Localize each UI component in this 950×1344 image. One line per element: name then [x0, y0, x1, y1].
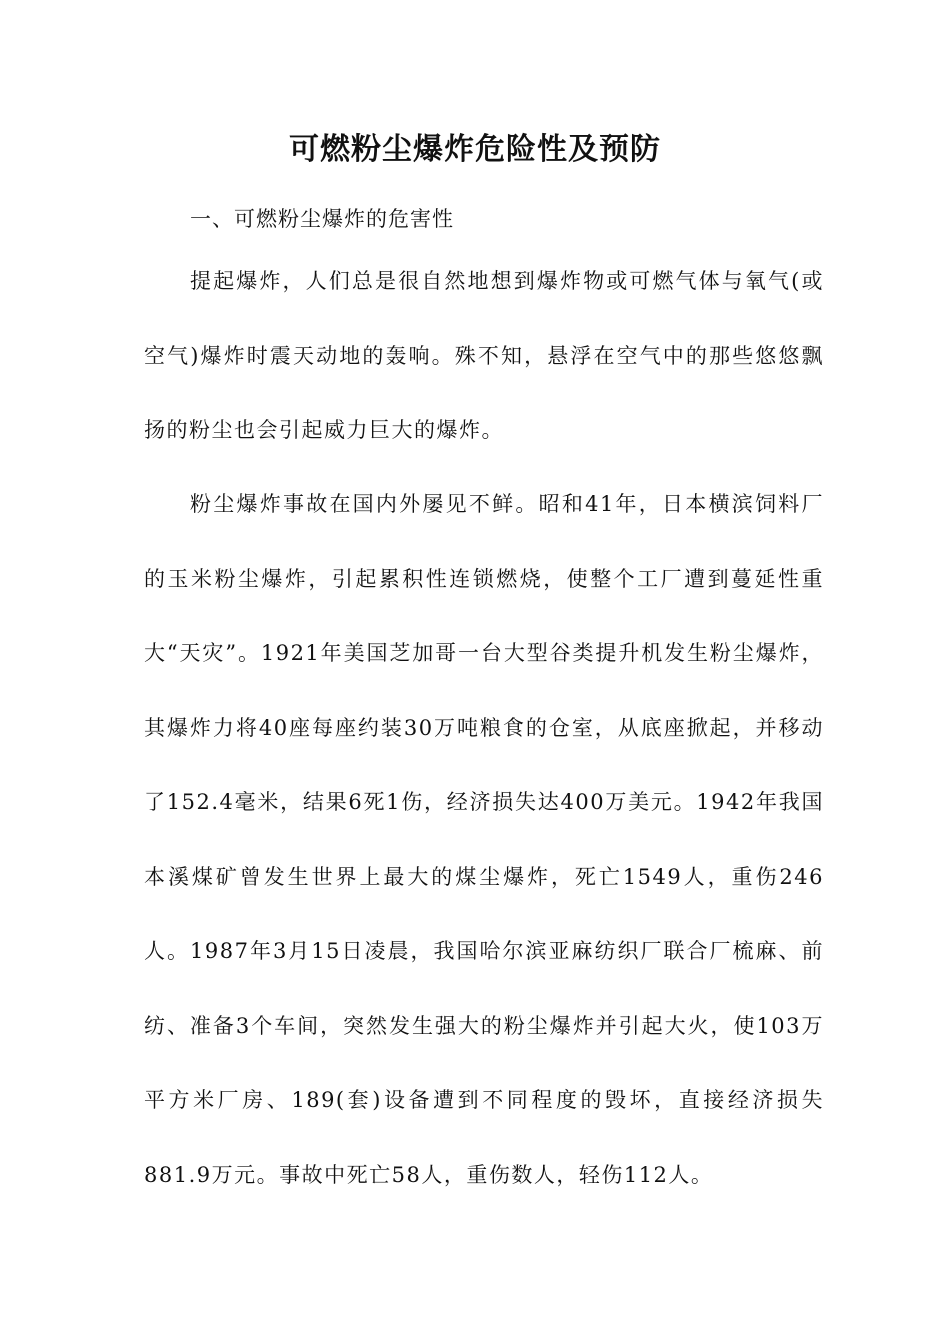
paragraph-accidents: 粉尘爆炸事故在国内外屡见不鲜。昭和41年，日本横滨饲料厂的玉米粉尘爆炸，引起累积性连锁燃烧，使整个工厂遭到蔓延性重大“天灾”。1921年美国芝加哥一台大型谷类提升机发生粉尘爆炸，其爆炸力将40座每座约装30万吨粮食的仓室，从底座掀起，并移动了152.4毫米，结果6死1伤，经济损失达400万美元。1942年我国本溪煤矿曾发生世界上最大的煤尘爆炸，死亡1549人，重伤246人。1987年3月15日凌晨，我国哈尔滨亚麻纺织厂联合厂梳麻、前纺、准备3个车间，突然发生强大的粉尘爆炸并引起大火，使103万平方米厂房、189(套)设备遭到不同程度的毁坏，直接经济损失881.9万元。事故中死亡58人，重伤数人，轻伤112人。	[144, 492, 824, 1187]
paragraph-intro: 提起爆炸，人们总是很自然地想到爆炸物或可燃气体与氧气(或空气)爆炸时震天动地的轰响。殊不知，悬浮在空气中的那些悠悠飘扬的粉尘也会引起威力巨大的爆炸。	[144, 269, 824, 442]
section-heading: 一、可燃粉尘爆炸的危害性	[190, 207, 454, 231]
document-title: 可燃粉尘爆炸危险性及预防	[289, 132, 661, 167]
